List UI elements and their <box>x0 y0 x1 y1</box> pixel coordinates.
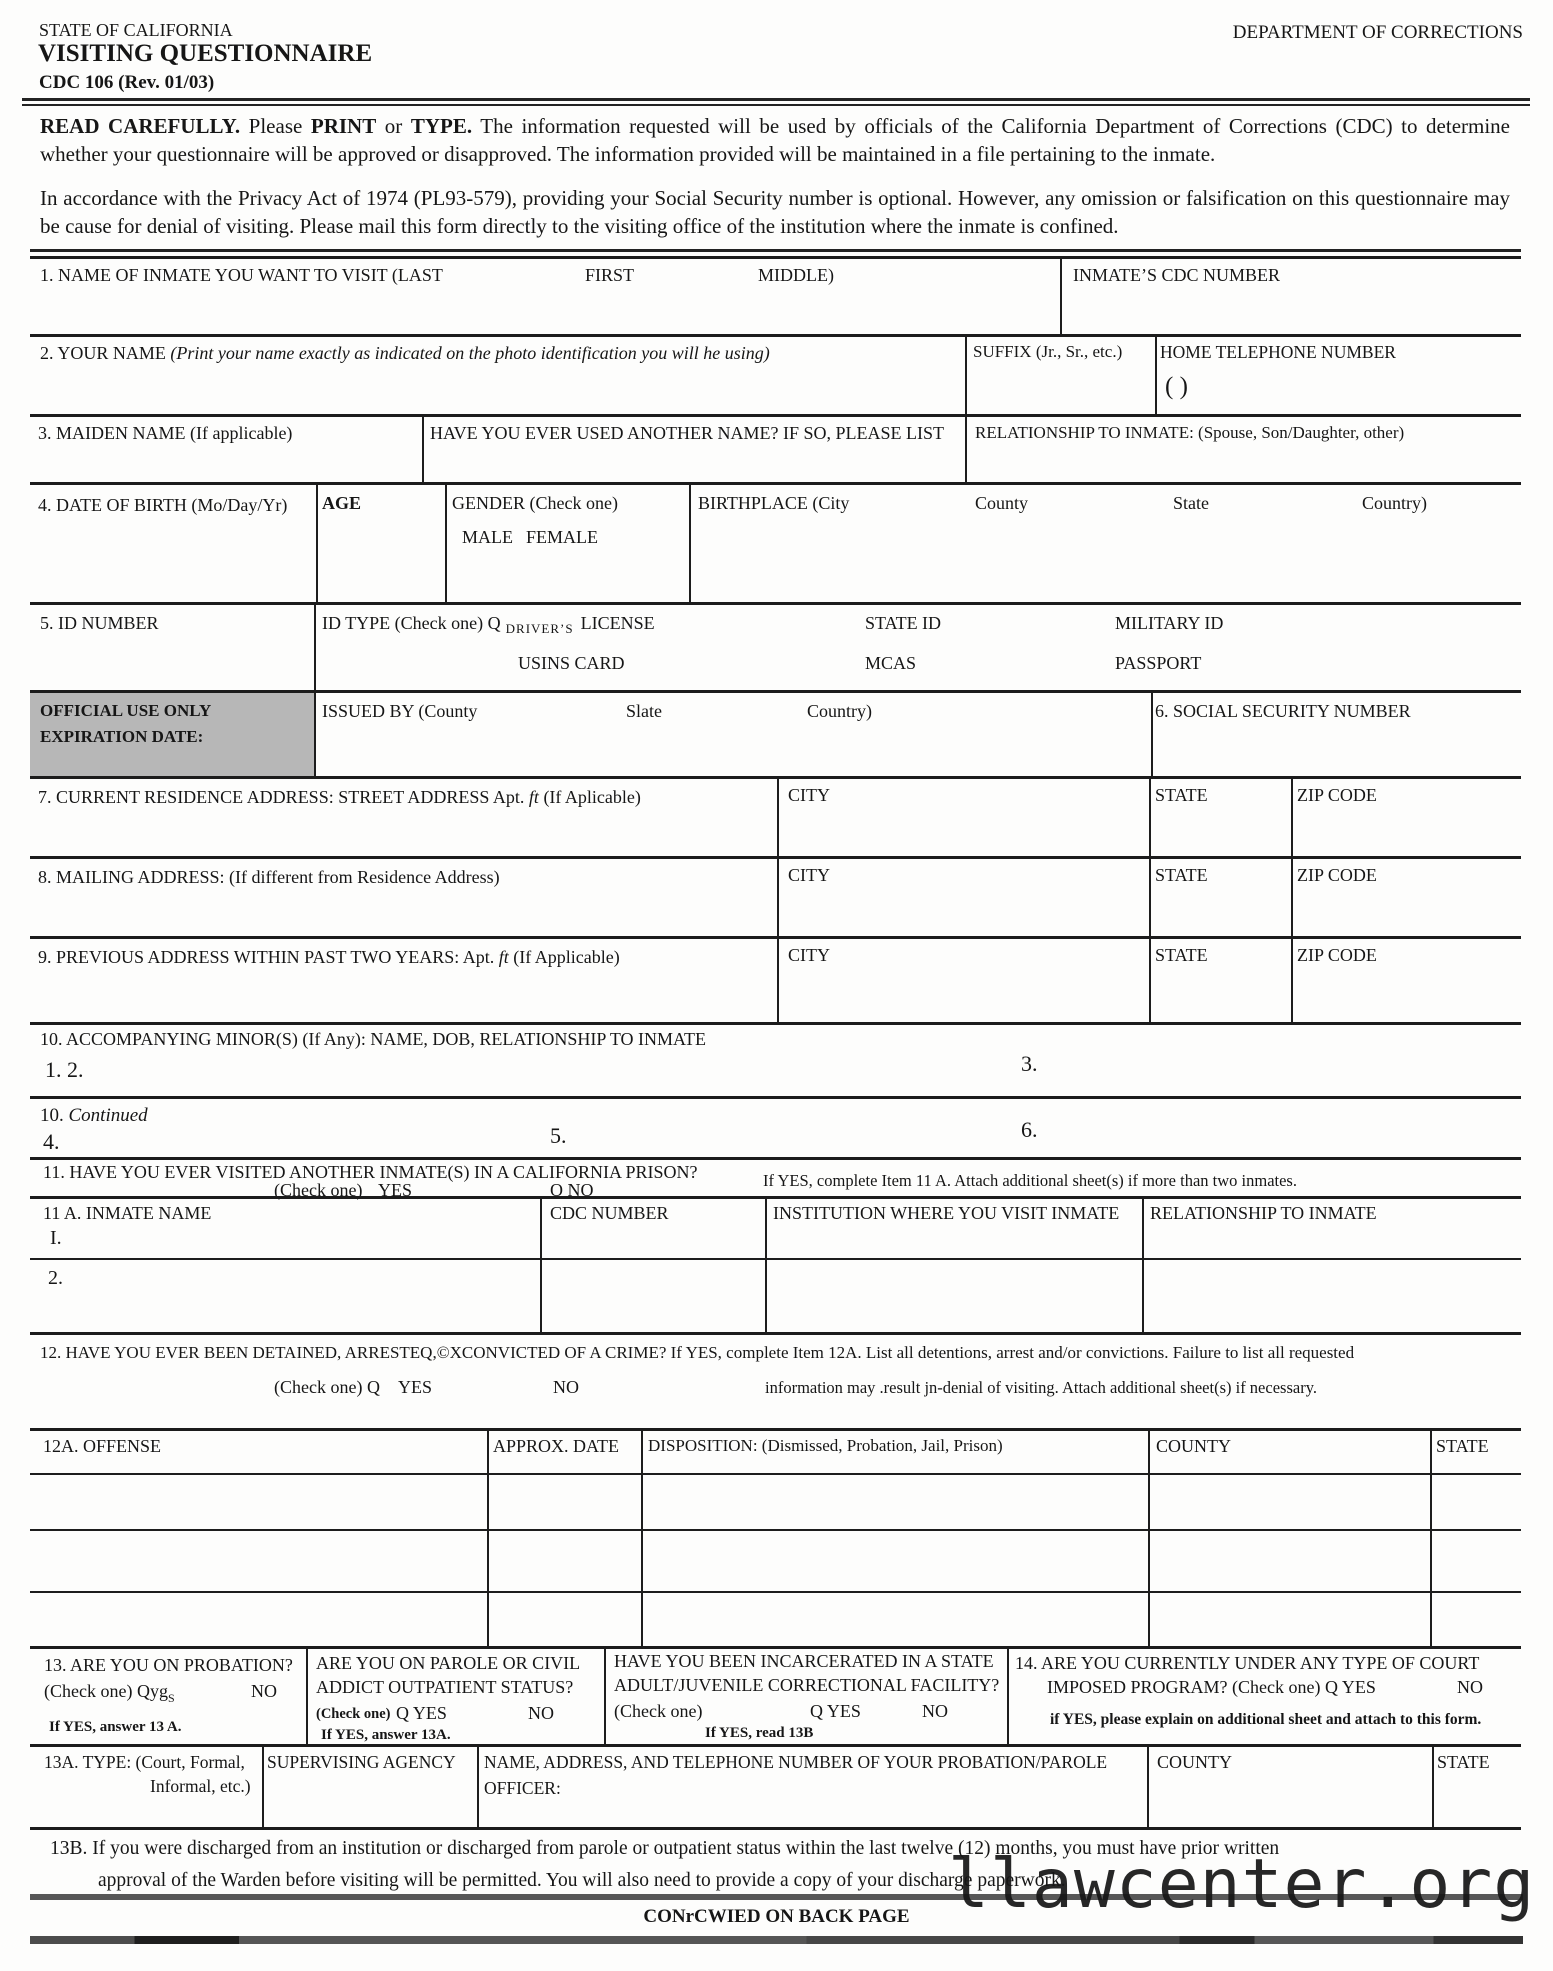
crime-yes-option[interactable]: YES <box>398 1377 433 1397</box>
residence-label-a: 7. CURRENT RESIDENCE ADDRESS: STREET ADDRESS Apt. <box>38 787 529 807</box>
previous-city-field[interactable] <box>777 939 1149 1022</box>
birthplace-county-label: County <box>975 493 1029 513</box>
cdc-number-col-label: CDC NUMBER <box>550 1203 669 1223</box>
divider <box>965 337 967 414</box>
offense-table-row-3[interactable] <box>30 1591 1521 1649</box>
divider <box>1291 939 1293 1022</box>
parole-check-one-label: (Check one) <box>316 1706 391 1722</box>
maiden-name-label: 3. MAIDEN NAME (If applicable) <box>38 423 293 443</box>
parole-yes-option[interactable]: Q YES <box>396 1703 447 1723</box>
header-rule-1 <box>22 98 1530 101</box>
row-11a-table <box>30 1196 1521 1332</box>
row-residence-address <box>30 776 1521 856</box>
divider <box>422 417 424 482</box>
probation-yes-option[interactable] <box>44 1681 175 1705</box>
mailing-state-label: STATE <box>1155 865 1208 885</box>
probation-note: If YES, answer 13 A. <box>49 1719 182 1735</box>
relationship-label: RELATIONSHIP TO INMATE: (Spouse, Son/Daughter, other) <box>975 423 1405 442</box>
residence-label-ft: ft <box>528 787 539 807</box>
expiration-date-label: EXPIRATION DATE: <box>40 727 204 746</box>
row-13a <box>30 1744 1521 1830</box>
birthplace-state-label: State <box>1173 493 1209 513</box>
passport-option[interactable]: PASSPORT <box>1115 653 1202 673</box>
divider <box>777 859 779 936</box>
license-text: LICENSE <box>580 613 655 633</box>
incarcerated-no-option[interactable]: NO <box>922 1701 948 1721</box>
visited-note: If YES, complete Item 11 A. Attach additional sheet(s) if more than two inmates. <box>763 1171 1297 1190</box>
previous-label-b: (If Applicable) <box>508 947 620 967</box>
age-label: AGE <box>322 493 362 513</box>
divider <box>965 417 967 482</box>
discharge-note-line1: 13B. If you were discharged from an institution or discharged from parole or outpatient status within the last twelve (12) months, you must have prior written <box>50 1838 1280 1859</box>
state-label: STATE OF CALIFORNIA <box>39 20 233 40</box>
previous-city-label: CITY <box>788 945 830 965</box>
p1-rest: The information requested will be used by officials of the California Department of Corrections (CDC) to determine whether your questionnaire will be approved or disapproved. The information provided will be maintained in a file pertaining to the inmate. <box>40 114 1510 166</box>
officer-label-line2: OFFICER: <box>484 1778 561 1798</box>
middle-label: MIDDLE) <box>758 265 834 285</box>
mailing-address-label: 8. MAILING ADDRESS: (If different from Residence Address) <box>38 867 500 887</box>
approx-date-col-label: APPROX. DATE <box>493 1436 620 1456</box>
incarcerated-check-one-label: (Check one) <box>614 1701 703 1721</box>
court-program-no-option[interactable]: NO <box>1457 1677 1483 1697</box>
court-program-question-line2: IMPOSED PROGRAM? (Check one) Q YES <box>1047 1677 1376 1697</box>
intro-paragraph-2: In accordance with the Privacy Act of 1974 (PL93-579), providing your Social Security number is optional. However, any omission or falsification on this questionnaire may be cause for denial of visiting. Please mail this form directly to the visiting office of the institution where the inmate is confined. <box>40 186 1510 238</box>
row-inmate-name <box>30 256 1521 334</box>
home-phone-label: HOME TELEPHONE NUMBER <box>1160 342 1396 362</box>
county-col-label: COUNTY <box>1156 1436 1231 1456</box>
form-number: CDC 106 (Rev. 01/03) <box>39 72 215 93</box>
probation-check-sub: S <box>167 1691 175 1705</box>
inmate2-relationship-field[interactable] <box>1142 1258 1521 1335</box>
divider <box>445 485 447 602</box>
offense-col-label: 12A. OFFENSE <box>43 1436 162 1456</box>
table-top-rule <box>30 249 1521 252</box>
relationship-col-label: RELATIONSHIP TO INMATE <box>1150 1203 1377 1223</box>
minors-item-1-2: 1. 2. <box>45 1057 84 1082</box>
divider <box>1291 779 1293 856</box>
divider <box>1151 693 1153 776</box>
ssn-label: 6. SOCIAL SECURITY NUMBER <box>1155 701 1411 721</box>
inmate2-cdc-field[interactable] <box>540 1258 765 1335</box>
continued-num: 10. <box>40 1105 69 1126</box>
minors-continued-label <box>40 1105 148 1127</box>
header-rule-2 <box>22 104 1530 107</box>
row-crime-question <box>30 1332 1521 1428</box>
phone-parens: ( ) <box>1165 373 1188 400</box>
residence-address-label <box>38 787 641 808</box>
watermark-text: llawcenter.org <box>948 1845 1536 1924</box>
your-name-label <box>40 343 770 364</box>
officer-label-line1: NAME, ADDRESS, AND TELEPHONE NUMBER OF YOUR PROBATION/PAROLE <box>484 1752 1108 1772</box>
drivers-text: DRIVER’S <box>505 621 574 636</box>
parole-question-line1: ARE YOU ON PAROLE OR CIVIL <box>316 1653 581 1673</box>
residence-city-field[interactable] <box>777 779 1149 856</box>
previous-zip-label: ZIP CODE <box>1297 945 1377 965</box>
department-label: DEPARTMENT OF CORRECTIONS <box>1232 22 1523 43</box>
parole-note: If YES, answer 13A. <box>321 1727 451 1743</box>
official-use-label: OFFICIAL USE ONLY <box>40 701 212 720</box>
inmate-cdc-label: INMATE’S CDC NUMBER <box>1073 265 1281 285</box>
divider <box>316 485 318 602</box>
previous-label-a: 9. PREVIOUS ADDRESS WITHIN PAST TWO YEARS: Apt. <box>38 947 499 967</box>
parole-question-line2: ADDICT OUTPATIENT STATUS? <box>316 1677 574 1697</box>
page-title: VISITING QUESTIONNAIRE <box>38 40 373 67</box>
probation-question-label: 13. ARE YOU ON PROBATION? <box>44 1655 293 1675</box>
male-option[interactable]: MALE <box>462 527 513 547</box>
row-minors-continued <box>30 1096 1521 1157</box>
mcas-option[interactable]: MCAS <box>865 653 917 673</box>
previous-address-label <box>38 947 620 968</box>
minors-continued-field[interactable] <box>30 1099 1521 1157</box>
birthplace-label: BIRTHPLACE (City <box>698 493 850 513</box>
birthplace-country-label: Country) <box>1362 493 1427 513</box>
residence-state-label: STATE <box>1155 785 1208 805</box>
usins-card-option[interactable]: USINS CARD <box>518 653 625 673</box>
type-label-line2: Informal, etc.) <box>150 1776 251 1796</box>
residence-zip-label: ZIP CODE <box>1297 785 1377 805</box>
incarcerated-question-line2: ADULT/JUVENILE CORRECTIONAL FACILITY? <box>614 1675 1000 1695</box>
divider <box>1291 859 1293 936</box>
residence-label-b: (If Aplicable) <box>538 787 641 807</box>
row-official-use <box>30 690 1521 776</box>
crime-question-line2: information may .result jn-denial of visiting. Attach additional sheet(s) if necessary. <box>765 1378 1317 1397</box>
divider <box>314 605 316 690</box>
offense-table-row-2[interactable] <box>30 1529 1521 1591</box>
divider <box>689 485 691 602</box>
issued-by-label: ISSUED BY (County <box>322 701 478 721</box>
issued-country-label: Country) <box>807 701 872 721</box>
first-label: FIRST <box>585 265 635 285</box>
court-program-question-line1: 14. ARE YOU CURRENTLY UNDER ANY TYPE OF COURT <box>1015 1653 1480 1673</box>
inmate2-name-field[interactable] <box>30 1258 540 1335</box>
row-visited-question <box>30 1157 1521 1200</box>
previous-state-label: STATE <box>1155 945 1208 965</box>
crime-check-one-label: (Check one) Q <box>274 1377 380 1397</box>
inmate2-institution-field[interactable] <box>765 1258 1142 1335</box>
divider <box>1155 337 1157 414</box>
probation-no-option[interactable]: NO <box>251 1681 277 1701</box>
row-dob <box>30 482 1521 602</box>
divider <box>1149 779 1151 856</box>
divider <box>314 693 316 776</box>
crime-question-label: 12. HAVE YOU EVER BEEN DETAINED, ARRESTEQ,©XCONVICTED OF A CRIME? If YES, complete Item 12A. List all detentions, arrest and/or convictions. Failure to list all requested <box>40 1343 1355 1362</box>
female-option[interactable]: FEMALE <box>526 527 598 547</box>
row-previous-address <box>30 936 1521 1022</box>
continued-on-back-label: CONrCWIED ON BACK PAGE <box>643 1906 910 1927</box>
continued-text: Continued <box>68 1105 148 1126</box>
visited-yes-option[interactable]: YES <box>378 1180 413 1200</box>
incarcerated-question-line1: HAVE YOU BEEN INCARCERATED IN A STATE <box>614 1651 994 1671</box>
minors-item-6: 6. <box>1021 1117 1038 1142</box>
discharge-note-line2: approval of the Warden before visiting will be permitted. You will also need to provide a copy of your discharge paperwork. <box>98 1870 1066 1891</box>
inmate-name-col-label: 11 A. INMATE NAME <box>43 1203 212 1223</box>
parole-no-option[interactable]: NO <box>528 1703 554 1723</box>
mailing-zip-label: ZIP CODE <box>1297 865 1377 885</box>
issued-state-label: Slate <box>626 701 662 721</box>
row-maiden-name <box>30 414 1521 482</box>
previous-label-ft: ft <box>498 947 509 967</box>
read-carefully-text: READ CAREFULLY. <box>40 114 241 138</box>
military-id-option[interactable]: MILITARY ID <box>1115 613 1224 633</box>
type-label-line1: 13A. TYPE: (Court, Formal, <box>44 1752 245 1772</box>
mailing-city-field[interactable] <box>777 859 1149 936</box>
intro-paragraph-1 <box>40 112 1510 168</box>
divider <box>1149 939 1151 1022</box>
type-text: TYPE. <box>410 114 473 138</box>
row-13-questions <box>30 1646 1521 1744</box>
suffix-label: SUFFIX (Jr., Sr., etc.) <box>973 342 1123 361</box>
id-type-label: ID TYPE (Check one) Q <box>322 613 501 633</box>
visited-no-option[interactable]: O NO <box>550 1180 594 1200</box>
inmate-name-label: 1. NAME OF INMATE YOU WANT TO VISIT (LAST <box>40 265 443 285</box>
minors-item-4: 4. <box>43 1129 60 1154</box>
other-names-label: HAVE YOU EVER USED ANOTHER NAME? IF SO, PLEASE LIST <box>430 423 945 443</box>
row-your-name <box>30 334 1521 414</box>
disposition-col-label: DISPOSITION: (Dismissed, Probation, Jail, Prison) <box>648 1436 1003 1455</box>
row-minors <box>30 1022 1521 1096</box>
crime-no-option[interactable]: NO <box>553 1377 579 1397</box>
id-number-label: 5. ID NUMBER <box>40 613 159 633</box>
row-mailing-address <box>30 856 1521 936</box>
minors-item-3: 3. <box>1021 1051 1038 1076</box>
inmate-row-2-number: 2. <box>48 1267 63 1289</box>
incarcerated-note: If YES, read 13B <box>705 1725 814 1741</box>
row-12a-table <box>30 1428 1521 1646</box>
visited-question-label: 11. HAVE YOU EVER VISITED ANOTHER INMATE(S) IN A CALIFORNIA PRISON? <box>43 1162 698 1182</box>
divider <box>1149 859 1151 936</box>
probation-state-label: STATE <box>1437 1752 1490 1772</box>
divider <box>1060 259 1062 334</box>
probation-county-label: COUNTY <box>1157 1752 1232 1772</box>
divider <box>777 779 779 856</box>
p1-seg1: Please <box>240 114 311 138</box>
offense-table-row-1[interactable] <box>30 1473 1521 1529</box>
visited-check-one-label: (Check one) <box>274 1180 363 1200</box>
probation-check-text: (Check one) Qyg <box>44 1681 168 1701</box>
gender-label: GENDER (Check one) <box>452 493 618 513</box>
dob-label: 4. DATE OF BIRTH (Mo/Day/Yr) <box>38 495 288 515</box>
your-name-italic: (Print your name exactly as indicated on the photo identification you will he using) <box>170 343 770 363</box>
mailing-city-label: CITY <box>788 865 830 885</box>
residence-city-label: CITY <box>788 785 830 805</box>
minors-label: 10. ACCOMPANYING MINOR(S) (If Any): NAME, DOB, RELATIONSHIP TO INMATE <box>40 1029 707 1049</box>
divider <box>777 939 779 1022</box>
p1-seg2: or <box>376 114 411 138</box>
drivers-license-option[interactable] <box>322 613 655 634</box>
incarcerated-yes-option[interactable]: Q YES <box>810 1701 861 1721</box>
supervising-agency-label: SUPERVISING AGENCY <box>267 1752 456 1772</box>
minors-item-5: 5. <box>550 1123 567 1148</box>
institution-col-label: INSTITUTION WHERE YOU VISIT INMATE <box>773 1203 1120 1223</box>
print-text: PRINT <box>310 114 377 138</box>
row-id-number <box>30 602 1521 690</box>
inmate-row-1-number: I. <box>50 1227 62 1249</box>
your-name-text: 2. YOUR NAME <box>40 343 171 363</box>
state-col-label: STATE <box>1436 1436 1489 1456</box>
court-program-note: if YES, please explain on additional sheet and attach to this form. <box>1050 1711 1482 1728</box>
bottom-rule-2 <box>30 1936 1523 1944</box>
state-id-option[interactable]: STATE ID <box>865 613 942 633</box>
